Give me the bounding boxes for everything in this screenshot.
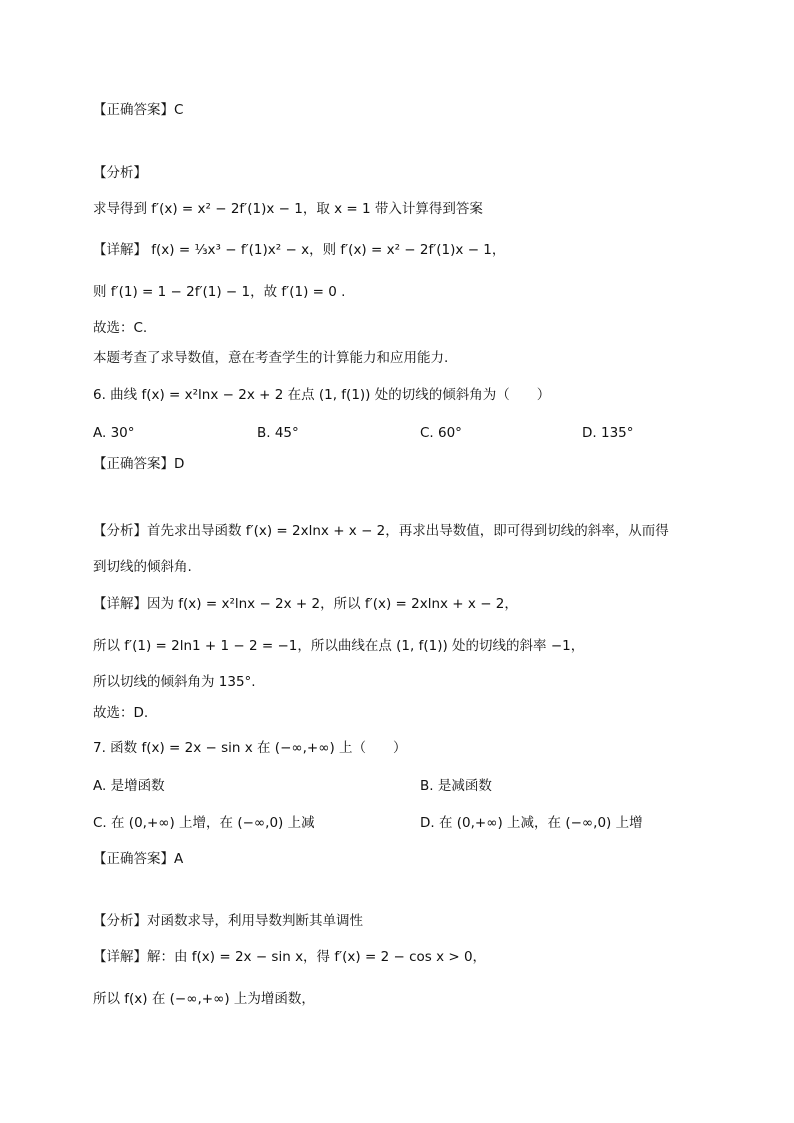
q5-analysis-text: 求导得到 f′(x) = x² − 2f′(1)x − 1，取 x = 1 带入计算得到答案 — [93, 201, 483, 217]
q7-analysis: 【分析】对函数求导，利用导数判断其单调性 — [93, 913, 363, 929]
q6-analysis-line1: 【分析】首先求出导函数 f′(x) = 2xlnx + x − 2，再求出导数值，即可得到切线的斜率，从而得 — [93, 523, 669, 539]
q7-stem: 7. 函数 f(x) = 2x − sin x 在 (−∞,+∞) 上（ ） — [93, 740, 407, 756]
q7-detail-line2: 所以 f(x) 在 (−∞,+∞) 上为增函数， — [93, 991, 315, 1007]
q6-option-b: B. 45° — [257, 425, 299, 441]
q5-answer: 【正确答案】C — [93, 102, 184, 118]
q5-analysis-label: 【分析】 — [93, 165, 147, 181]
q6-detail-line2: 所以 f′(1) = 2ln1 + 1 − 2 = −1，所以曲线在点 (1, f(1)) 处的切线的斜率 −1， — [93, 638, 585, 654]
q5-choose: 故选：C. — [93, 320, 148, 336]
q7-option-b: B. 是减函数 — [420, 778, 492, 794]
q5-detail-line1: 【详解】 f(x) = ⅓x³ − f′(1)x² − x，则 f′(x) = x² − 2f′(1)x − 1， — [93, 242, 506, 258]
q7-detail-line1: 【详解】解：由 f(x) = 2x − sin x，得 f′(x) = 2 − cos x > 0， — [93, 949, 487, 965]
q7-option-d: D. 在 (0,+∞) 上减，在 (−∞,0) 上增 — [420, 815, 643, 831]
q7-answer: 【正确答案】A — [93, 851, 184, 867]
q6-analysis-line2: 到切线的倾斜角. — [93, 559, 192, 575]
q6-option-a: A. 30° — [93, 425, 135, 441]
q7-option-a: A. 是增函数 — [93, 778, 165, 794]
q5-summary: 本题考查了求导数值，意在考查学生的计算能力和应用能力. — [93, 350, 449, 366]
q7-option-c: C. 在 (0,+∞) 上增，在 (−∞,0) 上减 — [93, 815, 315, 831]
q6-answer: 【正确答案】D — [93, 456, 185, 472]
q6-option-d: D. 135° — [582, 425, 634, 441]
q6-detail-line3: 所以切线的倾斜角为 135°. — [93, 674, 256, 690]
q6-choose: 故选：D. — [93, 705, 149, 721]
q6-option-c: C. 60° — [420, 425, 462, 441]
q5-detail-line2: 则 f′(1) = 1 − 2f′(1) − 1，故 f′(1) = 0 . — [93, 284, 346, 300]
q6-detail-line1: 【详解】因为 f(x) = x²lnx − 2x + 2，所以 f′(x) = 2xlnx + x − 2， — [93, 596, 518, 612]
q6-stem: 6. 曲线 f(x) = x²lnx − 2x + 2 在点 (1, f(1)) 处的切线的倾斜角为（ ） — [93, 387, 551, 403]
